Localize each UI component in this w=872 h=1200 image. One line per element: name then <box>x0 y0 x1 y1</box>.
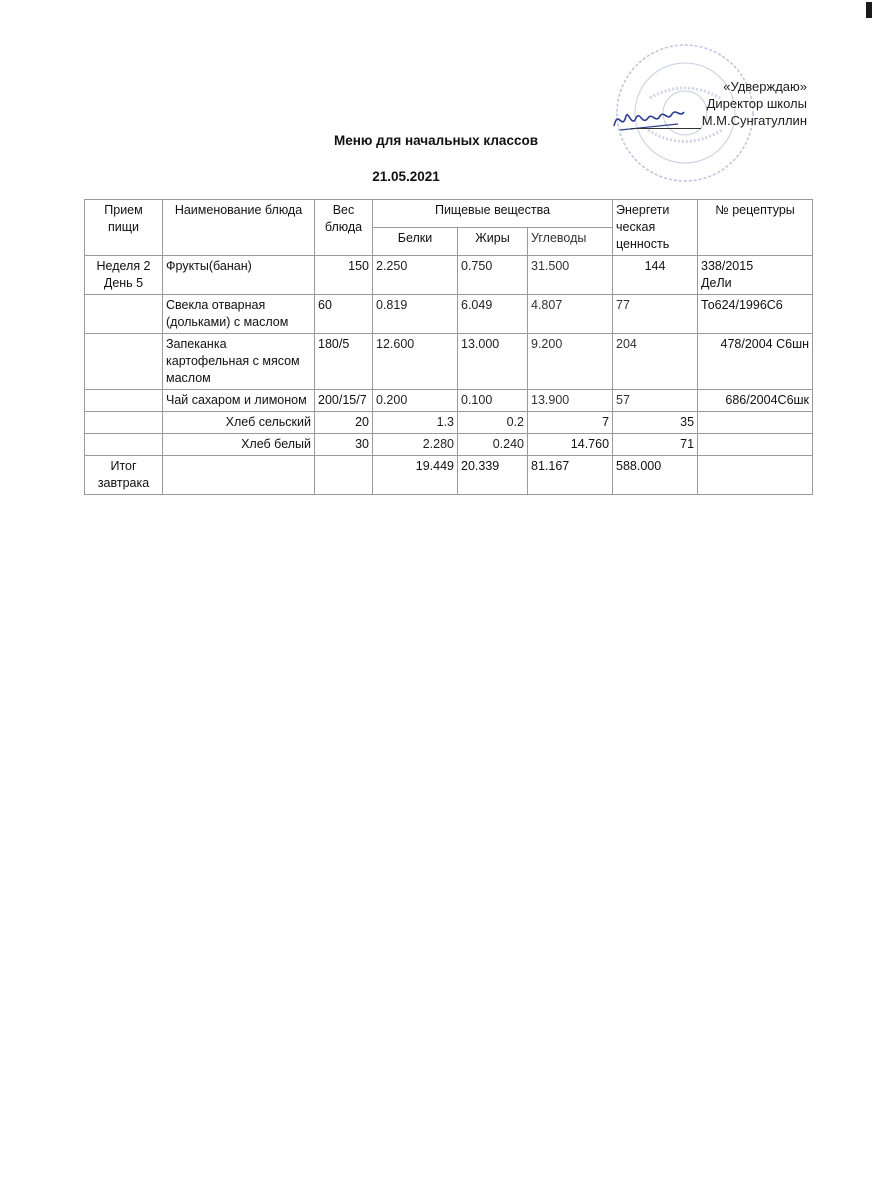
header-meal: Прием пищи <box>85 200 163 256</box>
cell-empty <box>163 456 315 495</box>
cell-total-fat: 20.339 <box>458 456 528 495</box>
cell-fat: 0.750 <box>458 256 528 295</box>
header-nutrients: Пищевые вещества <box>373 200 613 228</box>
cell-energy: 35 <box>613 412 698 434</box>
cell-dish: Запеканка картофельная с мясом маслом <box>163 334 315 390</box>
cell-recipe <box>698 412 813 434</box>
total-label: Итог завтрака <box>97 459 150 490</box>
cell-weight: 60 <box>315 295 373 334</box>
cell-energy: 204 <box>613 334 698 390</box>
cell-dish: Чай сахаром и лимоном <box>163 390 315 412</box>
cell-total-label <box>85 456 163 495</box>
cell-meal: Неделя 2 День 5 <box>85 256 163 295</box>
menu-date: 21.05.2021 <box>372 169 440 184</box>
cell-recipe: 686/2004С6шк <box>698 390 813 412</box>
cell-meal <box>85 412 163 434</box>
cell-carbs: 7 <box>528 412 613 434</box>
menu-table <box>84 199 813 495</box>
cell-weight <box>315 390 373 412</box>
approval-line-2: Директор школы <box>706 96 807 111</box>
cell-energy: 57 <box>613 390 698 412</box>
cell-empty <box>698 456 813 495</box>
table-row <box>85 412 813 434</box>
weight-text: 200/15/7 <box>318 393 367 407</box>
cell-dish: Свекла отварная (дольками) с маслом <box>163 295 315 334</box>
cell-weight: 150 <box>315 256 373 295</box>
cell-meal <box>85 434 163 456</box>
cell-carbs: 14.760 <box>528 434 613 456</box>
cell-recipe <box>698 256 813 295</box>
page-title: Меню для начальных классов <box>333 133 539 148</box>
table-row <box>85 434 813 456</box>
signature-underline <box>631 116 701 129</box>
header-dish: Наименование блюда <box>163 200 315 256</box>
total-row <box>85 456 813 495</box>
cell-dish: Хлеб белый <box>163 434 315 456</box>
cell-energy: 144 <box>613 256 698 295</box>
cell-dish: Хлеб сельский <box>163 412 315 434</box>
cell-carbs: 4.807 <box>528 295 613 334</box>
cell-meal <box>85 390 163 412</box>
cell-carbs: 13.900 <box>528 390 613 412</box>
header-recipe: № рецептуры <box>698 200 813 256</box>
cell-protein: 2.250 <box>373 256 458 295</box>
cell-empty <box>315 456 373 495</box>
cell-carbs: 31.500 <box>528 256 613 295</box>
header-protein: Белки <box>373 228 458 256</box>
approval-block <box>631 78 807 129</box>
recipe-text: 338/2015 ДеЛи <box>701 259 754 290</box>
cell-weight: 180/5 <box>315 334 373 390</box>
cell-total-energy: 588.000 <box>613 456 698 495</box>
cell-protein: 12.600 <box>373 334 458 390</box>
cell-weight: 20 <box>315 412 373 434</box>
cell-recipe: 478/2004 С6шн <box>698 334 813 390</box>
cell-recipe: То624/1996С6 <box>698 295 813 334</box>
cell-energy: 71 <box>613 434 698 456</box>
cell-energy: 77 <box>613 295 698 334</box>
cell-total-carbs: 81.167 <box>528 456 613 495</box>
header-fat: Жиры <box>458 228 528 256</box>
cell-fat: 6.049 <box>458 295 528 334</box>
header-weight: Вес блюда <box>315 200 373 256</box>
cell-recipe <box>698 434 813 456</box>
cell-weight: 30 <box>315 434 373 456</box>
scan-corner-mark <box>866 2 872 18</box>
cell-fat: 0.100 <box>458 390 528 412</box>
cell-carbs: 9.200 <box>528 334 613 390</box>
cell-fat: 0.240 <box>458 434 528 456</box>
cell-meal <box>85 295 163 334</box>
table-row <box>85 334 813 390</box>
header-carbs: Углеводы <box>528 228 613 256</box>
cell-protein: 1.3 <box>373 412 458 434</box>
table-row <box>85 390 813 412</box>
approval-line-1: «Удверждаю» <box>723 79 807 94</box>
cell-total-protein: 19.449 <box>373 456 458 495</box>
cell-meal <box>85 334 163 390</box>
approval-line-3 <box>631 112 807 129</box>
cell-fat: 0.2 <box>458 412 528 434</box>
table-row <box>85 295 813 334</box>
cell-protein: 0.819 <box>373 295 458 334</box>
director-name: М.М.Сунгатуллин <box>701 113 807 128</box>
cell-dish: Фрукты(банан) <box>163 256 315 295</box>
header-row <box>85 200 813 228</box>
header-energy: Энергети ческая ценность <box>613 200 698 256</box>
table-row <box>85 256 813 295</box>
cell-fat: 13.000 <box>458 334 528 390</box>
cell-protein: 0.200 <box>373 390 458 412</box>
cell-protein: 2.280 <box>373 434 458 456</box>
